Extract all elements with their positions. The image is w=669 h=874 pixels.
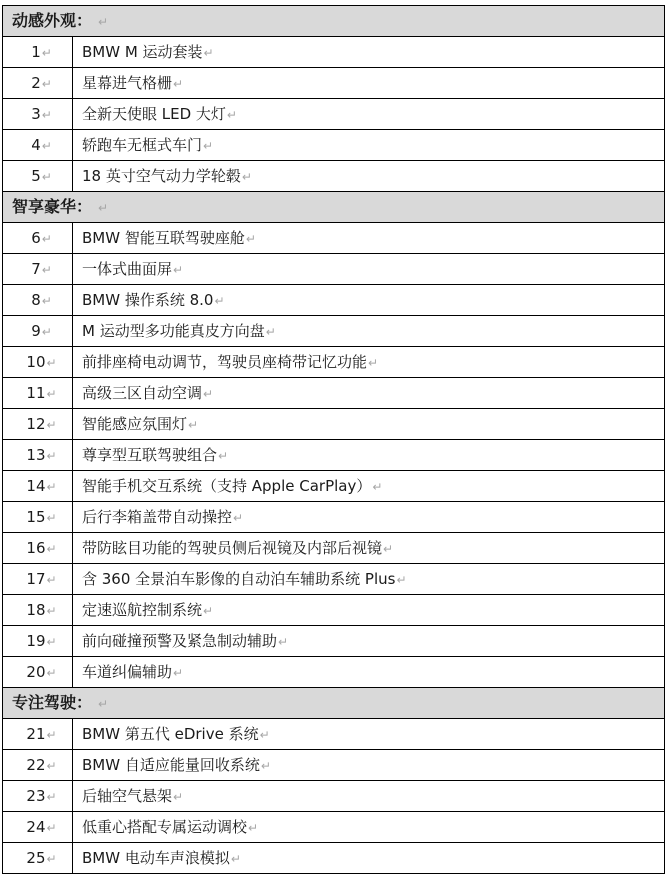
- row-number-cell: [3, 812, 73, 843]
- feature-text-cell: [73, 347, 665, 378]
- paragraph-mark-icon: ↵: [203, 45, 214, 60]
- row-number-cell: [3, 843, 73, 874]
- row-number-cell: [3, 781, 73, 812]
- paragraph-mark-icon: ↵: [260, 758, 271, 773]
- section-title: 智享豪华：: [12, 196, 93, 216]
- feature-text-cell: [73, 750, 665, 781]
- section-title-cell: [3, 688, 665, 719]
- row-number-cell: [3, 37, 73, 68]
- paragraph-mark-icon: ↵: [259, 727, 270, 742]
- feature-table: [2, 5, 665, 874]
- table-row: [3, 781, 665, 812]
- feature-text-cell: [73, 161, 665, 192]
- section-header-row: [3, 6, 665, 37]
- feature-text-cell: [73, 409, 665, 440]
- paragraph-mark-icon: ↵: [41, 45, 52, 60]
- table-row: [3, 99, 665, 130]
- feature-text-cell: [73, 533, 665, 564]
- paragraph-mark-icon: ↵: [41, 324, 52, 339]
- row-number: 20: [26, 662, 46, 681]
- paragraph-mark-icon: ↵: [46, 758, 57, 773]
- feature-table-body: [3, 6, 665, 874]
- section-header-row: [3, 688, 665, 719]
- table-row: [3, 285, 665, 316]
- table-row: [3, 564, 665, 595]
- feature-text: BMW 自适应能量回收系统: [82, 755, 260, 774]
- paragraph-mark-icon: ↵: [226, 107, 237, 122]
- paragraph-mark-icon: ↵: [46, 634, 57, 649]
- paragraph-mark-icon: ↵: [46, 479, 57, 494]
- table-row: [3, 626, 665, 657]
- feature-text: BMW M 运动套装: [82, 42, 203, 61]
- paragraph-mark-icon: ↵: [368, 355, 379, 370]
- row-number-cell: [3, 657, 73, 688]
- row-number: 9: [31, 321, 41, 340]
- paragraph-mark-icon: ↵: [41, 107, 52, 122]
- row-number-cell: [3, 347, 73, 378]
- table-row: [3, 533, 665, 564]
- table-row: [3, 130, 665, 161]
- row-number-cell: [3, 502, 73, 533]
- feature-text-cell: [73, 781, 665, 812]
- table-row: [3, 812, 665, 843]
- feature-text: 智能手机交互系统（支持 Apple CarPlay）: [82, 476, 372, 495]
- paragraph-mark-icon: ↵: [46, 355, 57, 370]
- table-row: [3, 719, 665, 750]
- row-number-cell: [3, 223, 73, 254]
- row-number: 21: [26, 724, 46, 743]
- paragraph-mark-icon: ↵: [46, 851, 57, 866]
- feature-text-cell: [73, 657, 665, 688]
- row-number-cell: [3, 68, 73, 99]
- paragraph-mark-icon: ↵: [46, 789, 57, 804]
- paragraph-mark-icon: ↵: [41, 138, 52, 153]
- paragraph-mark-icon: ↵: [46, 665, 57, 680]
- paragraph-mark-icon: ↵: [46, 820, 57, 835]
- row-number-cell: [3, 750, 73, 781]
- table-row: [3, 254, 665, 285]
- feature-text: M 运动型多功能真皮方向盘: [82, 321, 265, 340]
- table-row: [3, 843, 665, 874]
- feature-text-cell: [73, 471, 665, 502]
- row-number-cell: [3, 409, 73, 440]
- paragraph-mark-icon: ↵: [41, 262, 52, 277]
- paragraph-mark-icon: ↵: [173, 76, 184, 91]
- paragraph-mark-icon: ↵: [248, 820, 259, 835]
- section-title-cell: [3, 192, 665, 223]
- feature-text: BMW 操作系统 8.0: [82, 290, 214, 309]
- section-title-cell: [3, 6, 665, 37]
- feature-text-cell: [73, 68, 665, 99]
- row-number-cell: [3, 471, 73, 502]
- feature-text: 车道纠偏辅助: [82, 662, 173, 681]
- row-number: 4: [31, 135, 41, 154]
- paragraph-mark-icon: ↵: [218, 448, 229, 463]
- row-number-cell: [3, 595, 73, 626]
- table-row: [3, 68, 665, 99]
- table-row: [3, 316, 665, 347]
- row-number-cell: [3, 440, 73, 471]
- feature-text: 带防眩目功能的驾驶员侧后视镜及内部后视镜: [82, 538, 383, 557]
- feature-text-cell: [73, 440, 665, 471]
- row-number: 1: [31, 42, 41, 61]
- paragraph-mark-icon: ↵: [173, 789, 184, 804]
- row-number-cell: [3, 161, 73, 192]
- paragraph-mark-icon: ↵: [383, 541, 394, 556]
- paragraph-mark-icon: ↵: [396, 572, 407, 587]
- row-number: 3: [31, 104, 41, 123]
- section-header-row: [3, 192, 665, 223]
- table-row: [3, 471, 665, 502]
- row-number: 8: [31, 290, 41, 309]
- feature-text-cell: [73, 223, 665, 254]
- paragraph-mark-icon: ↵: [41, 76, 52, 91]
- feature-text: 星幕进气格栅: [82, 73, 173, 92]
- row-number: 7: [31, 259, 41, 278]
- section-title: 专注驾驶：: [12, 692, 93, 712]
- feature-text: 后轴空气悬架: [82, 786, 173, 805]
- paragraph-mark-icon: ↵: [203, 386, 214, 401]
- paragraph-mark-icon: ↵: [98, 696, 109, 711]
- paragraph-mark-icon: ↵: [173, 262, 184, 277]
- feature-text-cell: [73, 843, 665, 874]
- paragraph-mark-icon: ↵: [214, 293, 225, 308]
- row-number-cell: [3, 626, 73, 657]
- paragraph-mark-icon: ↵: [46, 603, 57, 618]
- table-row: [3, 378, 665, 409]
- table-row: [3, 440, 665, 471]
- feature-text-cell: [73, 99, 665, 130]
- row-number-cell: [3, 378, 73, 409]
- table-row: [3, 657, 665, 688]
- paragraph-mark-icon: ↵: [46, 541, 57, 556]
- row-number: 16: [26, 538, 46, 557]
- feature-text-cell: [73, 595, 665, 626]
- row-number: 14: [26, 476, 46, 495]
- paragraph-mark-icon: ↵: [241, 169, 252, 184]
- paragraph-mark-icon: ↵: [46, 727, 57, 742]
- row-number: 2: [31, 73, 41, 92]
- row-number-cell: [3, 285, 73, 316]
- feature-text-cell: [73, 254, 665, 285]
- paragraph-mark-icon: ↵: [278, 634, 289, 649]
- paragraph-mark-icon: ↵: [265, 324, 276, 339]
- document-page: [2, 5, 664, 874]
- table-row: [3, 595, 665, 626]
- feature-text: 全新天使眼 LED 大灯: [82, 104, 226, 123]
- feature-text: 轿跑车无框式车门: [82, 135, 203, 154]
- feature-text: 智能感应氛围灯: [82, 414, 188, 433]
- feature-text: 含 360 全景泊车影像的自动泊车辅助系统 Plus: [82, 569, 396, 588]
- table-row: [3, 502, 665, 533]
- table-row: [3, 37, 665, 68]
- feature-text: BMW 智能互联驾驶座舱: [82, 228, 245, 247]
- feature-text-cell: [73, 37, 665, 68]
- paragraph-mark-icon: ↵: [230, 851, 241, 866]
- feature-text: 一体式曲面屏: [82, 259, 173, 278]
- table-row: [3, 161, 665, 192]
- row-number: 12: [26, 414, 46, 433]
- row-number-cell: [3, 564, 73, 595]
- paragraph-mark-icon: ↵: [188, 417, 199, 432]
- paragraph-mark-icon: ↵: [98, 200, 109, 215]
- feature-text: 高级三区自动空调: [82, 383, 203, 402]
- row-number: 15: [26, 507, 46, 526]
- feature-text: 尊享型互联驾驶组合: [82, 445, 218, 464]
- feature-text-cell: [73, 564, 665, 595]
- feature-text: 前排座椅电动调节，驾驶员座椅带记忆功能: [82, 352, 368, 371]
- paragraph-mark-icon: ↵: [46, 417, 57, 432]
- feature-text-cell: [73, 378, 665, 409]
- paragraph-mark-icon: ↵: [203, 138, 214, 153]
- paragraph-mark-icon: ↵: [46, 386, 57, 401]
- feature-text-cell: [73, 285, 665, 316]
- feature-text-cell: [73, 502, 665, 533]
- paragraph-mark-icon: ↵: [98, 14, 109, 29]
- row-number: 25: [26, 848, 46, 867]
- paragraph-mark-icon: ↵: [46, 448, 57, 463]
- section-title: 动感外观：: [12, 10, 93, 30]
- feature-text-cell: [73, 316, 665, 347]
- table-row: [3, 347, 665, 378]
- table-row: [3, 750, 665, 781]
- row-number: 18: [26, 600, 46, 619]
- feature-text: BMW 第五代 eDrive 系统: [82, 724, 259, 743]
- row-number-cell: [3, 719, 73, 750]
- feature-text-cell: [73, 626, 665, 657]
- row-number: 10: [26, 352, 46, 371]
- row-number: 5: [31, 166, 41, 185]
- row-number: 22: [26, 755, 46, 774]
- row-number: 11: [26, 383, 46, 402]
- table-row: [3, 409, 665, 440]
- paragraph-mark-icon: ↵: [41, 231, 52, 246]
- feature-text-cell: [73, 719, 665, 750]
- row-number: 6: [31, 228, 41, 247]
- row-number-cell: [3, 316, 73, 347]
- paragraph-mark-icon: ↵: [173, 665, 184, 680]
- feature-text: 定速巡航控制系统: [82, 600, 203, 619]
- paragraph-mark-icon: ↵: [372, 479, 383, 494]
- row-number: 19: [26, 631, 46, 650]
- row-number-cell: [3, 254, 73, 285]
- paragraph-mark-icon: ↵: [46, 510, 57, 525]
- row-number: 13: [26, 445, 46, 464]
- row-number: 17: [26, 569, 46, 588]
- feature-text: 18 英寸空气动力学轮毂: [82, 166, 241, 185]
- table-row: [3, 223, 665, 254]
- feature-text: 低重心搭配专属运动调校: [82, 817, 248, 836]
- row-number-cell: [3, 533, 73, 564]
- paragraph-mark-icon: ↵: [245, 231, 256, 246]
- paragraph-mark-icon: ↵: [203, 603, 214, 618]
- paragraph-mark-icon: ↵: [233, 510, 244, 525]
- row-number-cell: [3, 99, 73, 130]
- feature-text: 后行李箱盖带自动操控: [82, 507, 233, 526]
- feature-text-cell: [73, 812, 665, 843]
- paragraph-mark-icon: ↵: [41, 169, 52, 184]
- feature-text: 前向碰撞预警及紧急制动辅助: [82, 631, 278, 650]
- feature-text-cell: [73, 130, 665, 161]
- paragraph-mark-icon: ↵: [46, 572, 57, 587]
- feature-text: BMW 电动车声浪模拟: [82, 848, 230, 867]
- paragraph-mark-icon: ↵: [41, 293, 52, 308]
- row-number: 23: [26, 786, 46, 805]
- row-number: 24: [26, 817, 46, 836]
- row-number-cell: [3, 130, 73, 161]
